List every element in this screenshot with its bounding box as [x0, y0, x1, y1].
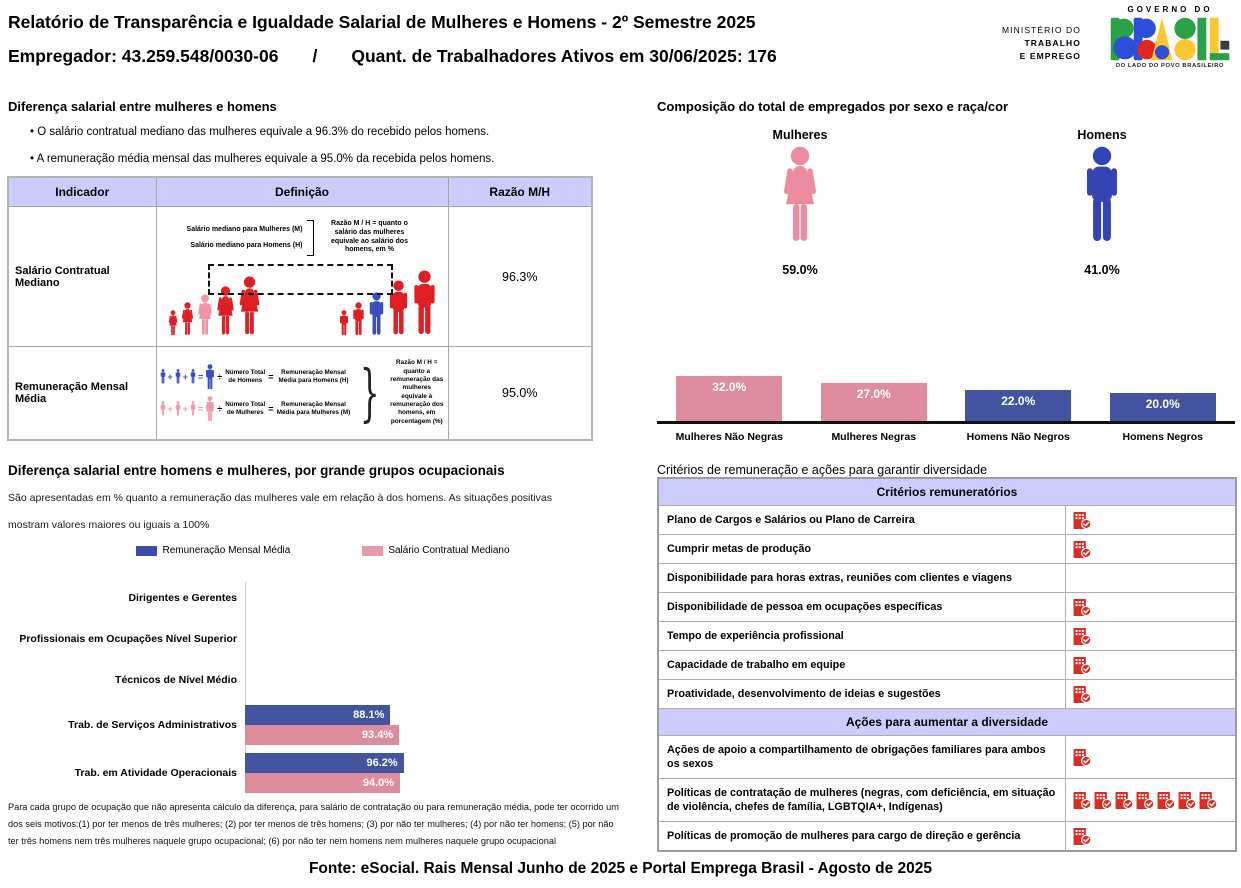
employer-id: Empregador: 43.259.548/0030-06 — [8, 46, 279, 66]
bar-rmm-operacionais: 96.2% — [245, 753, 404, 773]
criterion-status — [1065, 736, 1236, 779]
occupational-bar-chart — [8, 578, 428, 797]
table-row: Ações de apoio a compartilhamento de obrigações familiares para ambos os sexos — [658, 736, 1236, 779]
men-result: Remuneração Mensal Média para Homens (H) — [278, 369, 349, 384]
criterion-status — [1065, 593, 1236, 622]
source-footer: Fonte: eSocial. Rais Mensal Junho de 2025 e Portal Emprega Brasil - Agosto de 2025 — [308, 860, 933, 877]
building-check-icon — [1177, 791, 1197, 810]
building-check-icon — [1072, 627, 1092, 646]
table-section-header: Ações para aumentar a diversidade — [658, 709, 1236, 736]
building-check-icon — [1093, 791, 1113, 810]
table-row: Plano de Cargos e Salários ou Plano de Carreira — [658, 506, 1236, 535]
x-axis — [657, 421, 1235, 443]
bracket-shape — [307, 220, 314, 256]
chart-legend — [8, 545, 638, 556]
building-check-icon — [1072, 827, 1092, 846]
criterion-status — [1065, 779, 1236, 822]
ministry-logo: MINISTÉRIO DO TRABALHO E EMPREGO — [1002, 25, 1081, 61]
gap-bullet-1: • O salário contratual mediano das mulheres equivale a 96.3% do recebido pelos homens. — [30, 126, 489, 138]
table-header-row — [8, 177, 592, 207]
man-icon — [412, 270, 437, 336]
woman-icon — [175, 401, 181, 416]
chart-row: Dirigentes e Gerentes — [128, 592, 237, 605]
indicator-label: Remuneração Mensal Média — [8, 347, 156, 440]
criterion-status — [1065, 564, 1236, 593]
criterion-status — [1065, 622, 1236, 651]
criteria-heading: Critérios de remuneração e ações para garantir diversidade — [657, 463, 988, 477]
man-icon — [1082, 146, 1122, 244]
ratio-value: 95.0% — [448, 347, 592, 440]
occupational-subtitle-2: mostram valores maiores ou iguais a 100% — [8, 519, 210, 531]
col-header-definicao: Definição — [156, 177, 448, 207]
employer-line — [8, 46, 777, 67]
composition-heading: Composição do total de empregados por sexo e raça/cor — [657, 99, 1009, 114]
bar-scm-servicos: 93.4% — [245, 725, 399, 745]
bar-mulheres-nao-negras: 32.0% — [676, 376, 782, 421]
man-icon — [205, 364, 215, 390]
woman-icon — [205, 396, 215, 422]
median-women-label: Salário mediano para Mulheres (M) — [186, 225, 303, 233]
chart-row: Trab. em Atividade Operacionais 96.2% 94.0% — [8, 749, 428, 797]
brace-shape: } — [359, 355, 380, 429]
legend-swatch-pink — [362, 546, 383, 556]
man-icon — [190, 369, 196, 384]
building-check-icon — [1072, 748, 1092, 767]
men-divisor: Número Total de Homens — [225, 369, 266, 384]
chart-row: Trab. de Serviços Administrativos 88.1% 93.4% — [8, 701, 428, 749]
criterion-status — [1065, 535, 1236, 564]
woman-icon — [168, 310, 178, 336]
building-check-icon — [1072, 598, 1092, 617]
brasil-logo-icon — [1108, 16, 1232, 62]
definition-diagram-median — [156, 207, 448, 347]
separator: / — [312, 46, 318, 66]
building-check-icon — [1135, 791, 1155, 810]
definition-diagram-mean — [156, 347, 448, 440]
composition-bar-chart — [657, 358, 1235, 443]
bar-category-label: Mulheres Negras — [831, 431, 917, 443]
mean-ratio-note: Razão M / H = quanto a remuneração das mulheres equivale à remuneração dos homens, em porcentagem (%) — [390, 359, 444, 425]
woman-median-icon — [197, 294, 213, 336]
men-group-label: Homens — [1077, 128, 1127, 142]
occupational-heading: Diferença salarial entre homens e mulheres, por grande grupos ocupacionais — [8, 463, 505, 478]
woman-icon — [778, 146, 822, 244]
women-result: Remuneração Mensal Média para Mulheres (M) — [276, 401, 351, 416]
woman-icon — [160, 401, 166, 416]
woman-icon — [181, 302, 194, 336]
man-icon — [339, 310, 349, 336]
table-row: Disponibilidade de pessoa em ocupações específicas — [658, 593, 1236, 622]
table-row: Cumprir metas de produção — [658, 535, 1236, 564]
women-mean-formula: + + = ÷ Número Total de Mulheres = Remuneração Mensal Média para Mulheres (M) — [160, 396, 352, 422]
gov-brasil-logo: GOVERNO DO DO LADO DO POVO BRASILEIRO — [1102, 5, 1238, 69]
gap-bullet-2: • A remuneração média mensal das mulheres equivale a 95.0% da recebida pelos homens. — [30, 153, 494, 165]
man-icon — [160, 369, 166, 384]
table-row: Capacidade de trabalho em equipe — [658, 651, 1236, 680]
building-check-icon — [1198, 791, 1218, 810]
bar-scm-operacionais: 94.0% — [245, 773, 400, 793]
man-median-icon — [368, 292, 385, 336]
building-check-icon — [1072, 511, 1092, 530]
criterion-status — [1065, 651, 1236, 680]
table-row: Disponibilidade para horas extras, reuniões com clientes e viagens — [658, 564, 1236, 593]
table-row — [8, 207, 592, 347]
women-divisor: Número Total de Mulheres — [225, 401, 266, 416]
indicator-label: Salário Contratual Mediano — [8, 207, 156, 347]
criterion-status — [1065, 506, 1236, 535]
occupational-subtitle-1: São apresentadas em % quanto a remuneração das mulheres vale em relação à dos homens. As situações positivas — [8, 492, 552, 504]
building-check-icon — [1072, 540, 1092, 559]
gap-section-heading: Diferença salarial entre mulheres e homens — [8, 99, 277, 114]
population-figures — [160, 262, 445, 336]
table-section-header: Critérios remuneratórios — [658, 478, 1236, 506]
bar-category-label: Mulheres Não Negras — [675, 431, 783, 443]
table-row: Tempo de experiência profissional — [658, 622, 1236, 651]
women-group-label: Mulheres — [772, 128, 828, 142]
legend-item-rmm: Remuneração Mensal Média — [136, 545, 290, 556]
bar-homens-negros: 20.0% — [1110, 393, 1216, 421]
bar-category-label: Homens Negros — [1122, 431, 1204, 443]
building-check-icon — [1072, 685, 1092, 704]
salary-ratio-table — [7, 176, 593, 441]
woman-icon — [190, 401, 196, 416]
footnote: Para cada grupo de ocupação que não apresenta cálculo da diferença, para salário de contratação ou para remuneração média, pode ter ocorrido um dos seis motivos:(1) por ter menos de três mulheres; (2) por ter menos de três homens; (3) por não ter mulheres; (4) por não ter homens; (5) por não ter três homens nem três mulheres naquele grupo ocupacional; (6) por não ter nem homens nem mulheres naquele grupo ocupacional — [8, 802, 619, 847]
active-workers: Quant. de Trabalhadores Ativos em 30/06/2025: 176 — [351, 46, 777, 66]
col-header-indicador: Indicador — [8, 177, 156, 207]
chart-row: Profissionais em Ocupações Nível Superior — [19, 633, 237, 646]
legend-item-scm: Salário Contratual Mediano — [362, 545, 509, 556]
table-row: Políticas de promoção de mulheres para cargo de direção e gerência — [658, 822, 1236, 852]
building-check-icon — [1072, 656, 1092, 675]
ratio-definition-note: Razão M / H = quanto o salário das mulheres equivale ao salário dos homens, em % — [330, 220, 408, 254]
bar-homens-nao-negros: 22.0% — [965, 390, 1071, 421]
man-icon — [352, 302, 365, 336]
man-icon — [175, 369, 181, 384]
building-check-icon — [1072, 791, 1092, 810]
criteria-table — [657, 477, 1237, 852]
men-mean-formula: + + = ÷ Número Total de Homens = Remuneração Mensal Média para Homens (H) — [160, 364, 352, 390]
building-check-icon — [1114, 791, 1134, 810]
ratio-value: 96.3% — [448, 207, 592, 347]
median-men-label: Salário mediano para Homens (H) — [190, 241, 303, 249]
chart-row: Técnicos de Nível Médio — [115, 674, 237, 687]
building-check-icon — [1156, 791, 1176, 810]
legend-swatch-blue — [136, 546, 157, 556]
bar-rmm-servicos: 88.1% — [245, 705, 390, 725]
median-dashed-box — [208, 264, 393, 295]
bar-category-label: Homens Não Negros — [966, 431, 1070, 443]
col-header-razao: Razão M/H — [448, 177, 592, 207]
bar-mulheres-negras: 27.0% — [821, 383, 927, 421]
table-row: Políticas de contratação de mulheres (negras, com deficiência, em situação de violência, chefes de família, LGBTQIA+, Indígenas) — [658, 779, 1236, 822]
criterion-status — [1065, 822, 1236, 852]
table-row: Proatividade, desenvolvimento de ideias e sugestões — [658, 680, 1236, 709]
men-percentage: 41.0% — [1084, 263, 1120, 277]
page-title: Relatório de Transparência e Igualdade Salarial de Mulheres e Homens - 2º Semestre 2025 — [8, 12, 756, 32]
women-percentage: 59.0% — [782, 263, 818, 277]
criterion-status — [1065, 680, 1236, 709]
table-row — [8, 347, 592, 440]
